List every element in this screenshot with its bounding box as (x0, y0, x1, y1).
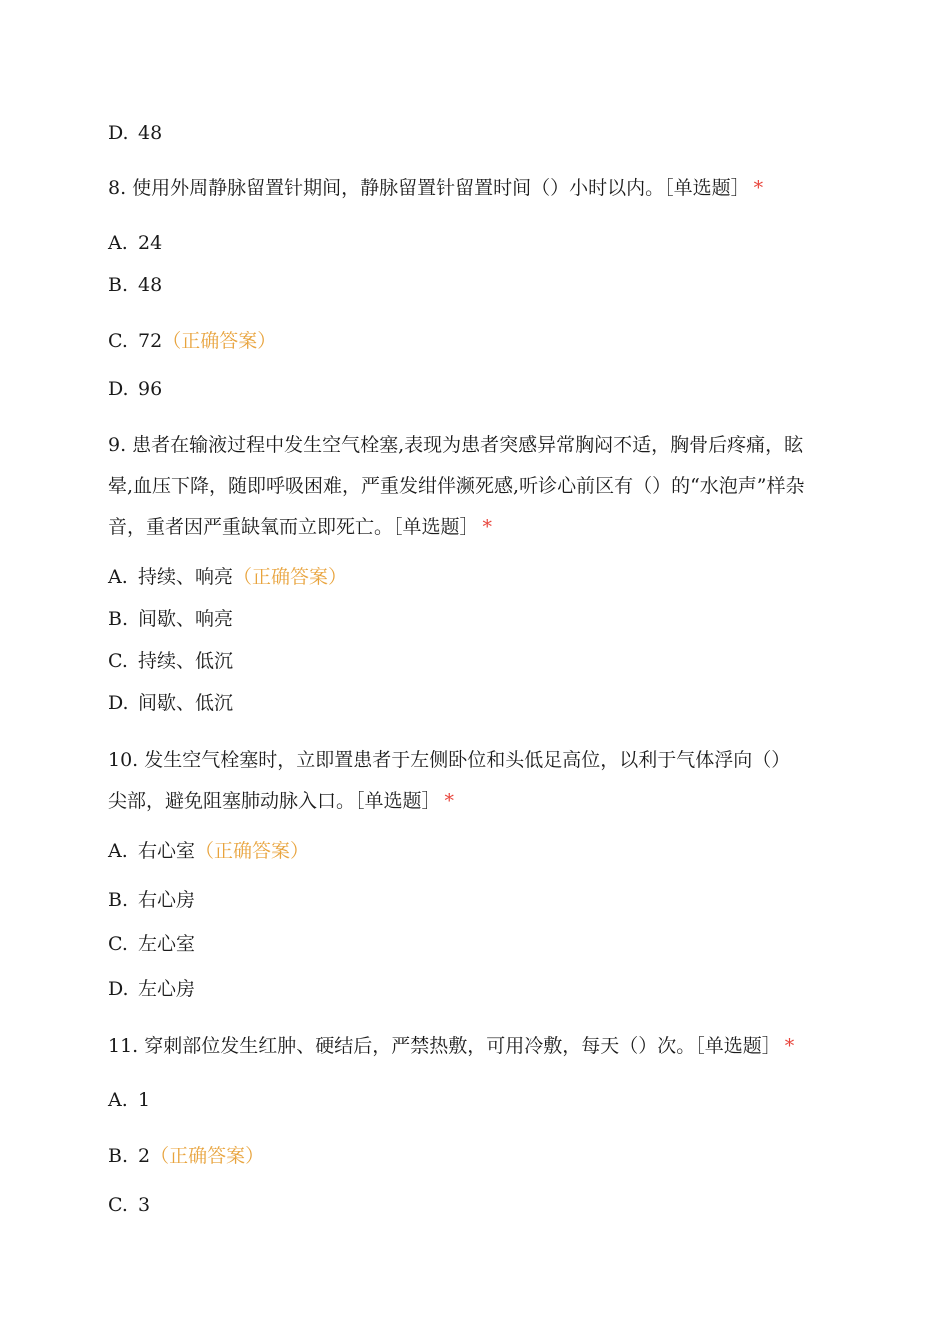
required-star: * (444, 790, 455, 812)
option-letter: B. (108, 889, 129, 911)
q9-option-c (108, 651, 852, 671)
question-text: 发生空气栓塞时，立即置患者于左侧卧位和头低足高位，以利于气体浮向（） (144, 749, 791, 771)
option-text: 96 (138, 378, 163, 400)
question-9-line-1 (108, 435, 852, 455)
question-text: 晕,血压下降，随即呼吸困难，严重发绀伴濒死感,听诊心前区有（）的“水泡声”样杂 (108, 475, 805, 497)
option-text: 3 (138, 1194, 151, 1216)
question-8 (108, 178, 852, 198)
option-text: 持续、响亮 (138, 566, 234, 588)
question-9-line-3 (108, 517, 852, 537)
correct-answer-tag: （正确答案） (195, 840, 310, 862)
option-letter: B. (108, 274, 129, 296)
option-text: 48 (138, 274, 163, 296)
option-letter: B. (108, 1145, 129, 1167)
question-text: 患者在输液过程中发生空气栓塞,表现为患者突感异常胸闷不适，胸骨后疼痛，眩 (132, 434, 804, 456)
correct-answer-tag: （正确答案） (233, 566, 348, 588)
option-text: 24 (138, 232, 163, 254)
q11-option-a (108, 1090, 852, 1110)
question-number: 9. (108, 434, 127, 456)
option-text: 2 (138, 1145, 151, 1167)
question-text: 音，重者因严重缺氧而立即死亡。［单选题］ (108, 516, 479, 538)
option-d-prev (108, 123, 852, 143)
q8-option-a (108, 233, 852, 253)
option-letter: A. (108, 840, 128, 862)
q10-option-c (108, 934, 852, 954)
option-text: 右心房 (138, 889, 196, 911)
correct-answer-tag: （正确答案） (150, 1145, 265, 1167)
option-text: 1 (138, 1089, 151, 1111)
question-9-line-2 (108, 476, 852, 496)
option-letter: A. (108, 232, 128, 254)
question-10-line-1 (108, 750, 852, 770)
option-letter: D. (108, 122, 129, 144)
option-text: 间歇、低沉 (138, 692, 234, 714)
option-text: 间歇、响亮 (138, 608, 234, 630)
required-star: * (784, 1035, 795, 1057)
question-text: 尖部，避免阻塞肺动脉入口。［单选题］ (108, 790, 441, 812)
question-text: 穿刺部位发生红肿、硬结后，严禁热敷，可用冷敷，每天（）次。［单选题］ (144, 1035, 781, 1057)
q9-option-b (108, 609, 852, 629)
option-text: 持续、低沉 (138, 650, 234, 672)
option-letter: D. (108, 378, 129, 400)
option-text: 48 (138, 122, 163, 144)
q10-option-d (108, 979, 852, 999)
q11-option-c (108, 1195, 852, 1215)
correct-answer-tag: （正确答案） (162, 330, 277, 352)
question-text: 使用外周静脉留置针期间，静脉留置针留置时间（）小时以内。［单选题］ (132, 177, 750, 199)
question-11 (108, 1036, 852, 1056)
option-letter: C. (108, 933, 128, 955)
option-letter: A. (108, 1089, 128, 1111)
option-letter: C. (108, 650, 128, 672)
question-10-line-2 (108, 791, 852, 811)
question-number: 8. (108, 177, 127, 199)
option-text: 左心房 (138, 978, 196, 1000)
q10-option-a (108, 841, 852, 861)
option-letter: D. (108, 692, 129, 714)
option-letter: A. (108, 566, 128, 588)
q8-option-c (108, 331, 852, 351)
q10-option-b (108, 890, 852, 910)
option-text: 右心室 (138, 840, 196, 862)
option-letter: C. (108, 330, 128, 352)
option-letter: D. (108, 978, 129, 1000)
q8-option-b (108, 275, 852, 295)
option-text: 左心室 (138, 933, 196, 955)
question-number: 11. (108, 1035, 139, 1057)
option-text: 72 (138, 330, 163, 352)
q8-option-d (108, 379, 852, 399)
required-star: * (753, 177, 764, 199)
q9-option-d (108, 693, 852, 713)
question-number: 10. (108, 749, 139, 771)
q11-option-b (108, 1146, 852, 1166)
required-star: * (482, 516, 493, 538)
q9-option-a (108, 567, 852, 587)
option-letter: B. (108, 608, 129, 630)
option-letter: C. (108, 1194, 128, 1216)
